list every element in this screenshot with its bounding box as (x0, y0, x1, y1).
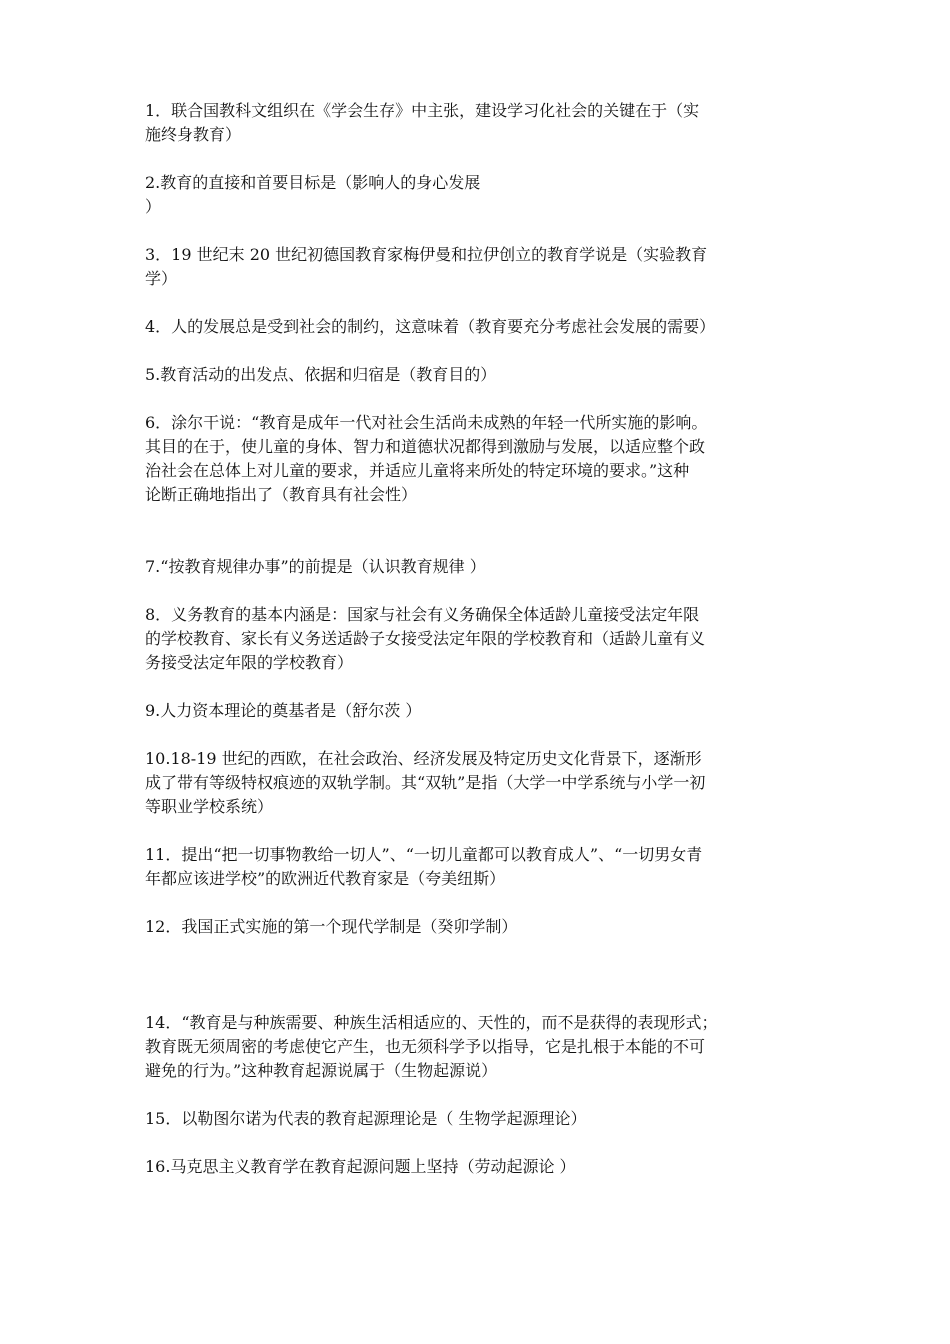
question-9 (145, 699, 817, 723)
question-text-line: 12．我国正式实施的第一个现代学制是（癸卯学制） (145, 917, 518, 936)
question-text-line: 施终身教育） (145, 125, 242, 144)
question-12 (145, 915, 817, 939)
question-1 (145, 99, 817, 147)
question-text-line: 14．“教育是与种族需要、种族生活相适应的、天性的，而不是获得的表现形式； (145, 1013, 718, 1032)
question-4 (145, 315, 817, 339)
question-15 (145, 1107, 817, 1131)
question-text-line: ） (145, 197, 162, 216)
question-text-line: 10.18-19 世纪的西欧，在社会政治、经济发展及特定历史文化背景下，逐渐形 (145, 749, 702, 768)
question-text-line: 3．19 世纪末 20 世纪初德国教育家梅伊曼和拉伊创立的教育学说是（实验教育 (145, 245, 708, 264)
question-2 (145, 171, 817, 219)
question-text-line: 2.教育的直接和首要目标是（影响人的身心发展 (145, 173, 481, 192)
question-text-line: 成了带有等级特权痕迹的双轨学制。其“双轨”是指（大学一中学系统与小学一初 (145, 773, 706, 792)
question-text-line: 6．涂尔干说：“教育是成年一代对社会生活尚未成熟的年轻一代所实施的影响。 (145, 413, 708, 432)
question-text-line: 论断正确地指出了（教育具有社会性） (145, 485, 418, 504)
question-text-line: 学） (145, 269, 178, 288)
question-10 (145, 747, 817, 819)
question-text-line: 治社会在总体上对儿童的要求，并适应儿童将来所处的特定环境的要求。”这种 (145, 461, 690, 480)
question-14 (145, 1011, 817, 1083)
question-8 (145, 603, 817, 675)
question-text-line: 教育既无须周密的考虑使它产生，也无须科学予以指导，它是扎根于本能的不可 (145, 1037, 706, 1056)
question-text-line: 15．以勒图尔诺为代表的教育起源理论是（ 生物学起源理论） (145, 1109, 587, 1128)
question-text-line: 7.“按教育规律办事”的前提是（认识教育规律 ） (145, 557, 486, 576)
question-text-line: 4．人的发展总是受到社会的制约，这意味着（教育要充分考虑社会发展的需要） (145, 317, 716, 336)
question-text-line: 其目的在于，使儿童的身体、智力和道德状况都得到激励与发展，以适应整个政 (145, 437, 706, 456)
question-6 (145, 411, 817, 507)
question-text-line: 的学校教育、家长有义务送适龄子女接受法定年限的学校教育和（适龄儿童有义 (145, 629, 706, 648)
question-3 (145, 243, 817, 291)
question-text-line: 年都应该进学校”的欧洲近代教育家是（夸美纽斯） (145, 869, 506, 888)
question-7 (145, 555, 817, 579)
question-text-line: 1．联合国教科文组织在《学会生存》中主张，建设学习化社会的关键在于（实 (145, 101, 700, 120)
question-16 (145, 1155, 817, 1179)
question-11 (145, 843, 817, 891)
question-text-line: 等职业学校系统） (145, 797, 274, 816)
question-text-line: 9.人力资本理论的奠基者是（舒尔茨 ） (145, 701, 422, 720)
question-text-line: 16.马克思主义教育学在教育起源问题上坚持（劳动起源论 ） (145, 1157, 576, 1176)
question-text-line: 11．提出“把一切事物教给一切人”、“一切儿童都可以教育成人”、“一切男女青 (145, 845, 703, 864)
document-page (145, 99, 817, 1203)
question-text-line: 5.教育活动的出发点、依据和归宿是（教育目的） (145, 365, 497, 384)
question-text-line: 务接受法定年限的学校教育） (145, 653, 354, 672)
question-text-line: 8．义务教育的基本内涵是：国家与社会有义务确保全体适龄儿童接受法定年限 (145, 605, 700, 624)
question-text-line: 避免的行为。”这种教育起源说属于（生物起源说） (145, 1061, 498, 1080)
question-5 (145, 363, 817, 387)
